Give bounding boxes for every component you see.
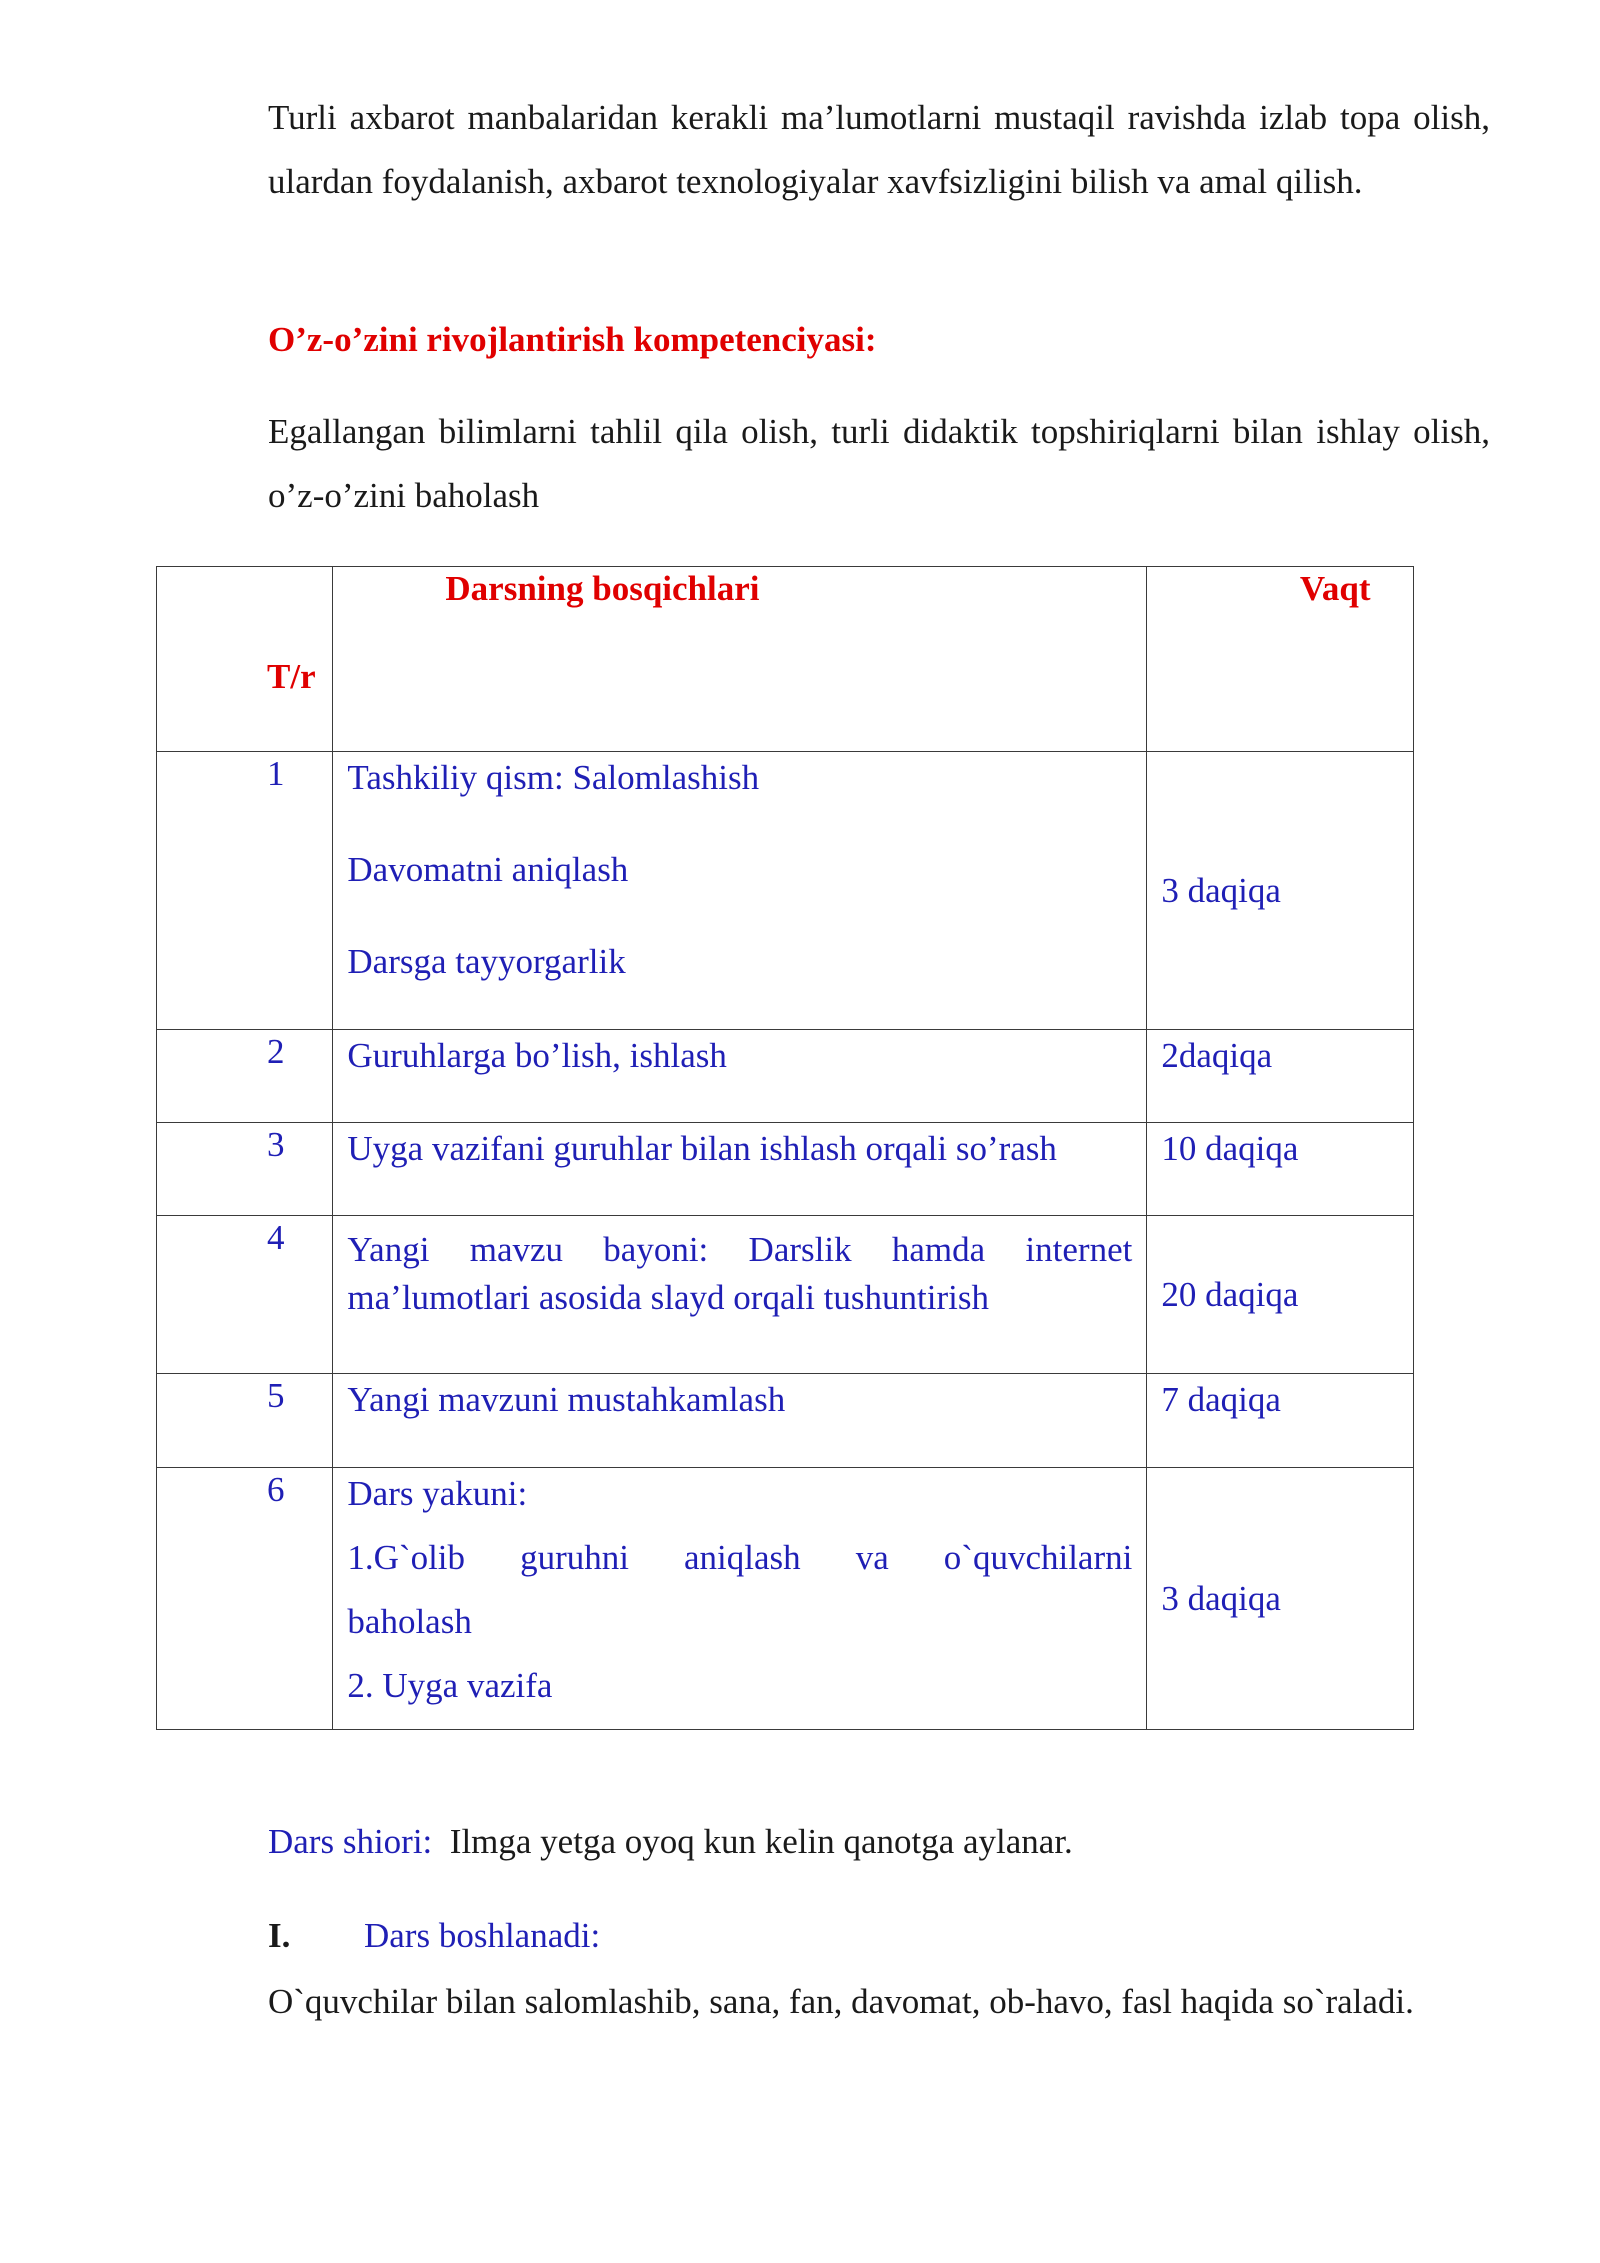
- row-number: 1: [267, 754, 285, 793]
- motto-text: Ilmga yetga oyoq kun kelin qanotga aylanar.: [449, 1822, 1073, 1861]
- header-number-cell: [157, 567, 333, 752]
- competency-text: Egallangan bilimlarni tahlil qila olish, turli didaktik topshiriqlarni bilan ishlay olish, o’z-o’zini baholash: [268, 412, 1490, 515]
- row-stage-cell: [333, 1374, 1147, 1468]
- row-number-cell: [157, 1374, 333, 1468]
- row-time: 20 daqiqa: [1161, 1274, 1299, 1314]
- row-stage-line: Yangi mavzu bayoni: Darslik hamda internet: [347, 1230, 1133, 1269]
- row-time-cell: [1147, 1216, 1414, 1374]
- row-number: 5: [267, 1376, 285, 1415]
- section-title: Dars boshlanadi:: [364, 1916, 601, 1955]
- row-stage-line: 1.G`olib guruhni aniqlash va o`quvchilarni: [347, 1538, 1133, 1577]
- row-time-cell: [1147, 1030, 1414, 1123]
- row-stage-line: Uyga vazifani guruhlar bilan ishlash orqali so’rash: [347, 1129, 1057, 1168]
- row-number-cell: [157, 1216, 333, 1374]
- table-row: [157, 1030, 1414, 1123]
- row-stage-line: Davomatni aniqlash: [347, 850, 629, 889]
- table-row: [157, 1216, 1414, 1374]
- competency-heading: O’z-o’zini rivojlantirish kompetenciyasi:: [268, 320, 877, 359]
- row-time: 10 daqiqa: [1161, 1129, 1299, 1168]
- row-time-cell: [1147, 1123, 1414, 1216]
- header-stage: Darsning bosqichlari: [445, 569, 760, 608]
- header-time-cell: [1147, 567, 1414, 752]
- table-row: [157, 752, 1414, 1030]
- row-number: 3: [267, 1125, 285, 1164]
- row-number: 6: [267, 1470, 285, 1509]
- header-number: T/r: [267, 657, 316, 696]
- row-number-cell: [157, 1030, 333, 1123]
- table-header-row: [157, 567, 1414, 752]
- row-time-cell: [1147, 1468, 1414, 1730]
- row-stage-line: Yangi mavzuni mustahkamlash: [347, 1380, 786, 1419]
- motto-label: Dars shiori:: [268, 1822, 433, 1861]
- row-number: 2: [267, 1032, 285, 1071]
- row-stage-line: Dars yakuni:: [347, 1474, 528, 1513]
- row-stage-cell: [333, 752, 1147, 1030]
- row-number-cell: [157, 752, 333, 1030]
- row-time: 3 daqiqa: [1161, 870, 1281, 910]
- row-time: 7 daqiqa: [1161, 1380, 1281, 1419]
- row-stage-cell: [333, 1468, 1147, 1730]
- row-time: 3 daqiqa: [1161, 1578, 1281, 1618]
- row-stage-line: ma’lumotlari asosida slayd orqali tushuntirish: [347, 1278, 989, 1317]
- row-time-cell: [1147, 752, 1414, 1030]
- section-numeral: I.: [268, 1916, 291, 1955]
- intro-paragraph: Turli axbarot manbalaridan kerakli ma’lumotlarni mustaqil ravishda izlab topa olish, ulardan foydalanish, axbarot texnologiyalar xavfsizligini bilish va amal qilish.: [268, 98, 1490, 201]
- row-stage-cell: [333, 1123, 1147, 1216]
- lesson-stages-table: [156, 566, 1414, 1730]
- table-row: [157, 1374, 1414, 1468]
- lesson-motto: [268, 1810, 1490, 1874]
- row-stage-cell: [333, 1030, 1147, 1123]
- closing-paragraph: O`quvchilar bilan salomlashib, sana, fan, davomat, ob-havo, fasl haqida so`raladi.: [268, 1982, 1414, 2021]
- row-stage-line: Guruhlarga bo’lish, ishlash: [347, 1036, 727, 1075]
- header-stage-cell: [333, 567, 1147, 752]
- row-time-cell: [1147, 1374, 1414, 1468]
- row-stage-line: Darsga tayyorgarlik: [347, 942, 626, 981]
- row-number: 4: [267, 1218, 285, 1257]
- row-number-cell: [157, 1468, 333, 1730]
- table-row: [157, 1468, 1414, 1730]
- row-stage-cell: [333, 1216, 1147, 1374]
- row-stage-line: 2. Uyga vazifa: [347, 1666, 553, 1705]
- row-stage-line: baholash: [347, 1602, 472, 1641]
- row-number-cell: [157, 1123, 333, 1216]
- section-heading: [268, 1904, 1490, 1968]
- header-time: Vaqt: [1299, 569, 1371, 608]
- row-stage-line: Tashkiliy qism: Salomlashish: [347, 758, 760, 797]
- row-time: 2daqiqa: [1161, 1036, 1273, 1075]
- table-row: [157, 1123, 1414, 1216]
